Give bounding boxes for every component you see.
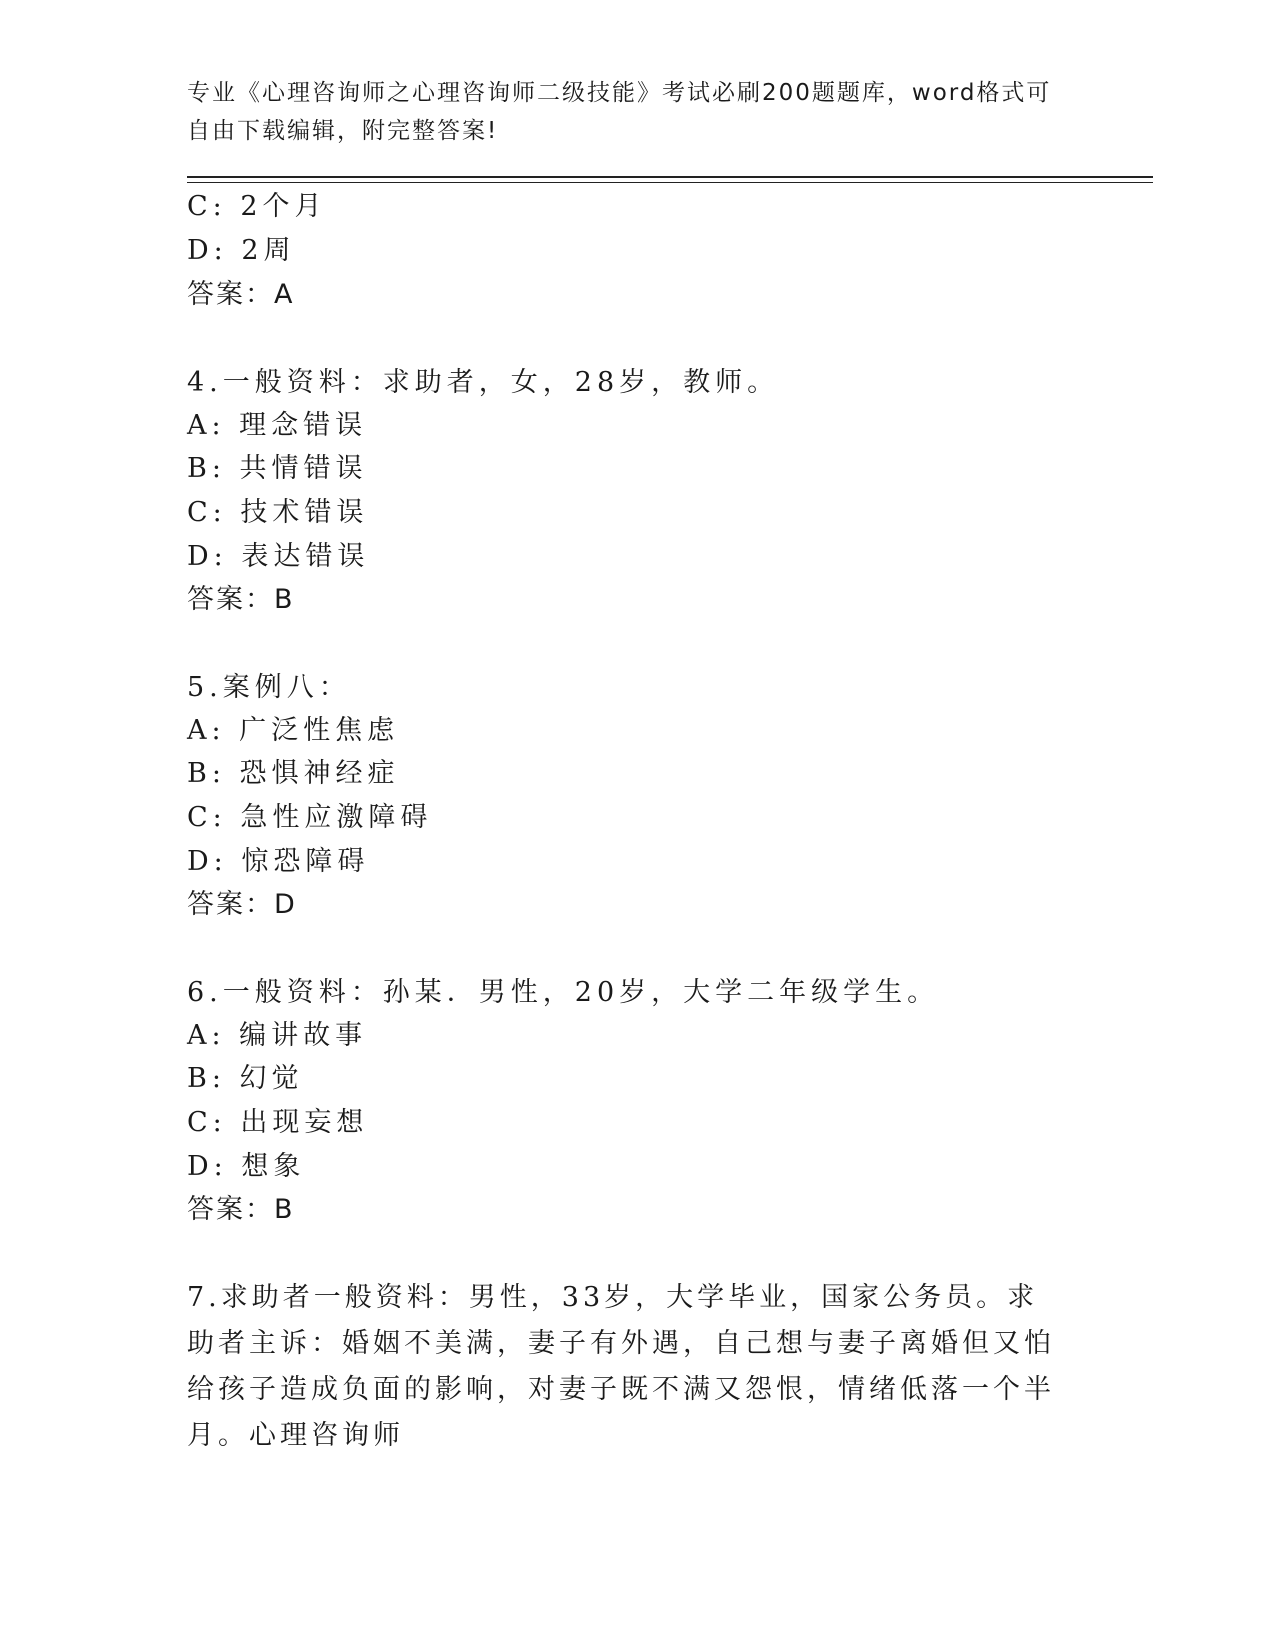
q6-option-d: D: 想象 — [187, 1151, 306, 1182]
q3-option-c: C: 2个月 — [187, 191, 327, 222]
q4-answer: 答案：B — [187, 584, 295, 615]
q6-option-c: C: 出现妄想 — [187, 1107, 369, 1138]
q7-stem: 7.求助者一般资料：男性，33岁，大学毕业，国家公务员。求助者主诉：婚姻不美满，妻子有外遇，自己想与妻子离婚但又怕给孩子造成负面的影响，对妻子既不满又怨恨，情绪低落一个半月。心理咨询师 — [187, 1282, 1055, 1451]
q5-option-a: A: 广泛性焦虑 — [187, 715, 400, 746]
header-divider — [187, 176, 1153, 178]
q6-stem: 6.一般资料：孙某．男性，20岁，大学二年级学生。 — [187, 977, 940, 1008]
q4-option-a: A: 理念错误 — [187, 410, 368, 441]
q3-option-d: D: 2周 — [187, 235, 296, 266]
q6-option-b: B: 幻觉 — [187, 1063, 304, 1094]
q5-option-d: D: 惊恐障碍 — [187, 846, 370, 877]
q4-option-c: C: 技术错误 — [187, 497, 369, 528]
q4-stem: 4.一般资料：求助者，女，28岁，教师。 — [187, 367, 780, 398]
q4-option-b: B: 共情错误 — [187, 453, 368, 484]
q6-option-a: A: 编讲故事 — [187, 1020, 368, 1051]
q5-stem: 5.案例八： — [187, 672, 351, 703]
header-divider-thin — [187, 182, 1153, 183]
q6-answer: 答案：B — [187, 1194, 295, 1225]
q4-option-d: D: 表达错误 — [187, 541, 370, 572]
q5-option-c: C: 急性应激障碍 — [187, 802, 433, 833]
document-header: 专业《心理咨询师之心理咨询师二级技能》考试必刷200题题库，word格式可自由下载编辑，附完整答案! — [187, 80, 1052, 144]
q5-answer: 答案：D — [187, 889, 297, 920]
q3-answer: 答案：A — [187, 279, 295, 310]
q5-option-b: B: 恐惧神经症 — [187, 758, 400, 789]
